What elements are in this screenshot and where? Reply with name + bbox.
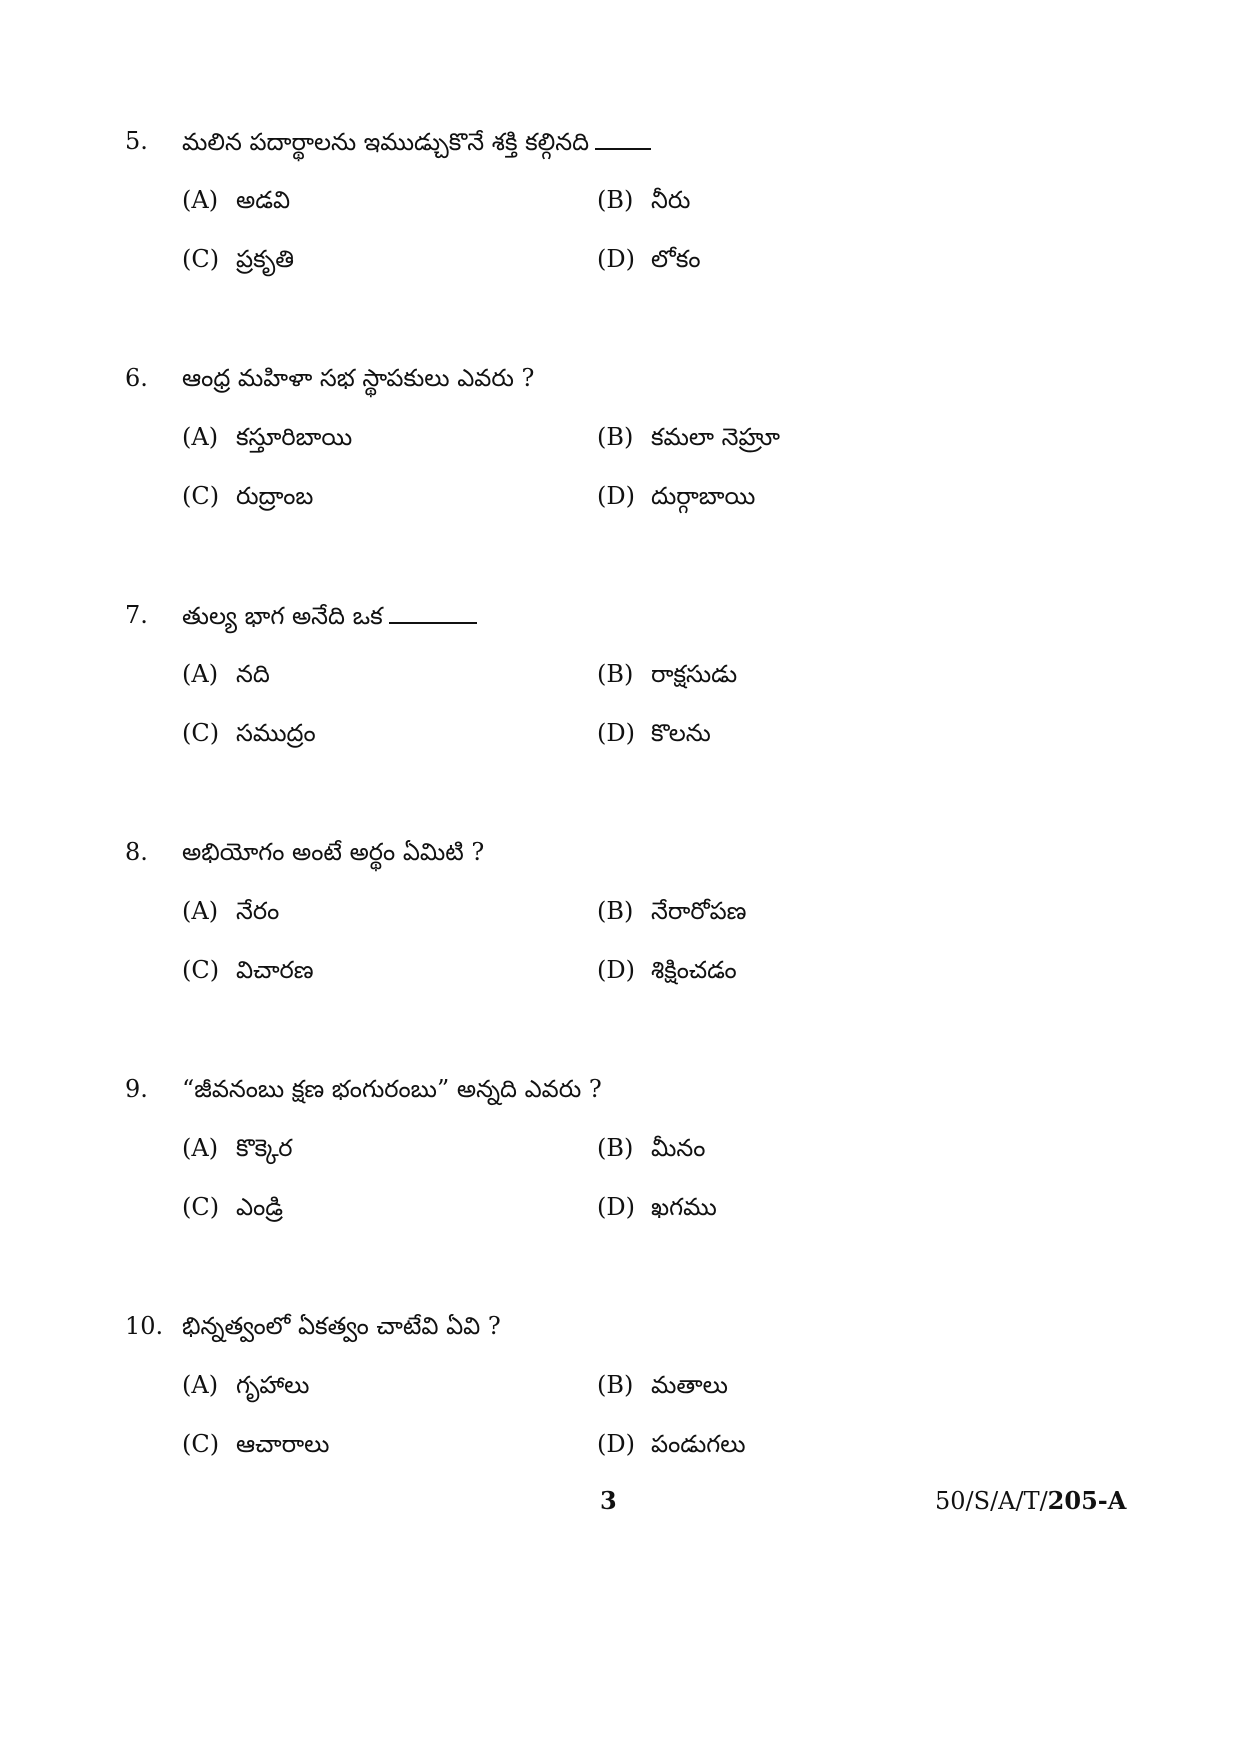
option-d	[597, 244, 701, 274]
option-label: (A)	[182, 660, 219, 688]
option-a	[182, 896, 279, 926]
paper-code-suffix: 205-A	[1047, 1486, 1127, 1515]
option-text: నీరు	[651, 186, 691, 214]
option-d	[597, 955, 737, 985]
option-c	[182, 718, 316, 748]
question-number: 10.	[125, 1312, 164, 1340]
option-d	[597, 1192, 717, 1222]
option-label: (B)	[597, 423, 634, 451]
option-label: (C)	[182, 245, 220, 273]
option-a	[182, 659, 270, 689]
option-text: నది	[236, 660, 270, 688]
option-label: (D)	[597, 482, 635, 510]
option-b	[597, 896, 747, 926]
option-text: నేరారోపణ	[651, 897, 747, 925]
option-b	[597, 659, 737, 689]
paper-code	[935, 1486, 1126, 1516]
question-number: 6.	[125, 364, 148, 392]
option-label: (C)	[182, 1430, 220, 1458]
question-5	[0, 126, 1241, 316]
option-label: (D)	[597, 1193, 635, 1221]
question-9	[0, 1074, 1241, 1264]
option-label: (D)	[597, 719, 635, 747]
question-10	[0, 1311, 1241, 1501]
option-text: మీనం	[651, 1134, 706, 1162]
option-label: (C)	[182, 1193, 220, 1221]
fill-blank	[389, 600, 477, 624]
question-7	[0, 600, 1241, 790]
option-text: దుర్గాబాయి	[651, 482, 756, 510]
option-b	[597, 422, 780, 452]
option-label: (B)	[597, 1134, 634, 1162]
option-b	[597, 1133, 705, 1163]
page-number: 3	[600, 1486, 617, 1515]
option-a	[182, 1133, 292, 1163]
option-c	[182, 1429, 329, 1459]
option-a	[182, 185, 290, 215]
question-text-content: మలిన పదార్థాలను ఇముడ్చుకొనే శక్తి కల్గినది	[182, 128, 590, 156]
question-8	[0, 837, 1241, 1027]
fill-blank	[595, 126, 651, 150]
option-text: రుద్రాంబ	[236, 482, 314, 510]
option-b	[597, 1370, 728, 1400]
question-text: “జీవనంబు క్షణ భంగురంబు” అన్నది ఎవరు ?	[182, 1075, 602, 1103]
question-number: 5.	[125, 127, 148, 155]
option-label: (C)	[182, 482, 220, 510]
option-text: లోకం	[651, 245, 701, 273]
question-number: 8.	[125, 838, 148, 866]
option-text: కొక్కెర	[236, 1134, 293, 1162]
option-label: (B)	[597, 186, 634, 214]
question-text: భిన్నత్వంలో ఏకత్వం చాటేవి ఏవి ?	[182, 1312, 501, 1340]
option-label: (C)	[182, 956, 220, 984]
option-label: (D)	[597, 245, 635, 273]
option-text: మతాలు	[651, 1371, 728, 1399]
option-text: ఆచారాలు	[236, 1430, 330, 1458]
option-d	[597, 718, 711, 748]
question-text-content: తుల్య భాగ అనేది ఒక	[182, 602, 383, 630]
option-text: పండుగలు	[651, 1430, 746, 1458]
question-text: అభియోగం అంటే అర్థం ఏమిటి ?	[182, 838, 485, 866]
option-a	[182, 422, 352, 452]
option-d	[597, 1429, 746, 1459]
option-text: కమలా నెహ్రూ	[651, 423, 780, 451]
option-text: ప్రకృతి	[236, 245, 294, 273]
option-label: (B)	[597, 1371, 634, 1399]
option-text: సముద్రం	[236, 719, 316, 747]
option-label: (A)	[182, 1134, 219, 1162]
option-text: ఖగము	[651, 1193, 717, 1221]
option-d	[597, 481, 755, 511]
option-b	[597, 185, 690, 215]
option-label: (C)	[182, 719, 220, 747]
option-text: గృహాలు	[236, 1371, 310, 1399]
option-label: (A)	[182, 423, 219, 451]
option-c	[182, 1192, 283, 1222]
option-text: విచారణ	[236, 956, 314, 984]
question-number: 9.	[125, 1075, 148, 1103]
option-label: (A)	[182, 1371, 219, 1399]
option-c	[182, 244, 294, 274]
question-6	[0, 363, 1241, 553]
option-c	[182, 955, 314, 985]
question-text: ఆంధ్ర మహిళా సభ స్థాపకులు ఎవరు ?	[182, 364, 535, 392]
option-c	[182, 481, 313, 511]
option-label: (D)	[597, 956, 635, 984]
option-label: (B)	[597, 897, 634, 925]
option-text: నేరం	[236, 897, 280, 925]
option-label: (A)	[182, 897, 219, 925]
question-number: 7.	[125, 601, 148, 629]
option-text: ఎండ్రి	[236, 1193, 283, 1221]
option-text: రాక్షసుడు	[651, 660, 738, 688]
option-text: కస్తూరిబాయి	[236, 423, 353, 451]
question-text	[182, 126, 651, 157]
option-a	[182, 1370, 309, 1400]
option-label: (B)	[597, 660, 634, 688]
paper-code-prefix: 50/S/A/T/	[935, 1487, 1048, 1515]
option-text: కొలను	[651, 719, 711, 747]
option-label: (D)	[597, 1430, 635, 1458]
option-label: (A)	[182, 186, 219, 214]
option-text: అడవి	[236, 186, 291, 214]
option-text: శిక్షించడం	[651, 956, 737, 984]
question-text	[182, 600, 477, 631]
